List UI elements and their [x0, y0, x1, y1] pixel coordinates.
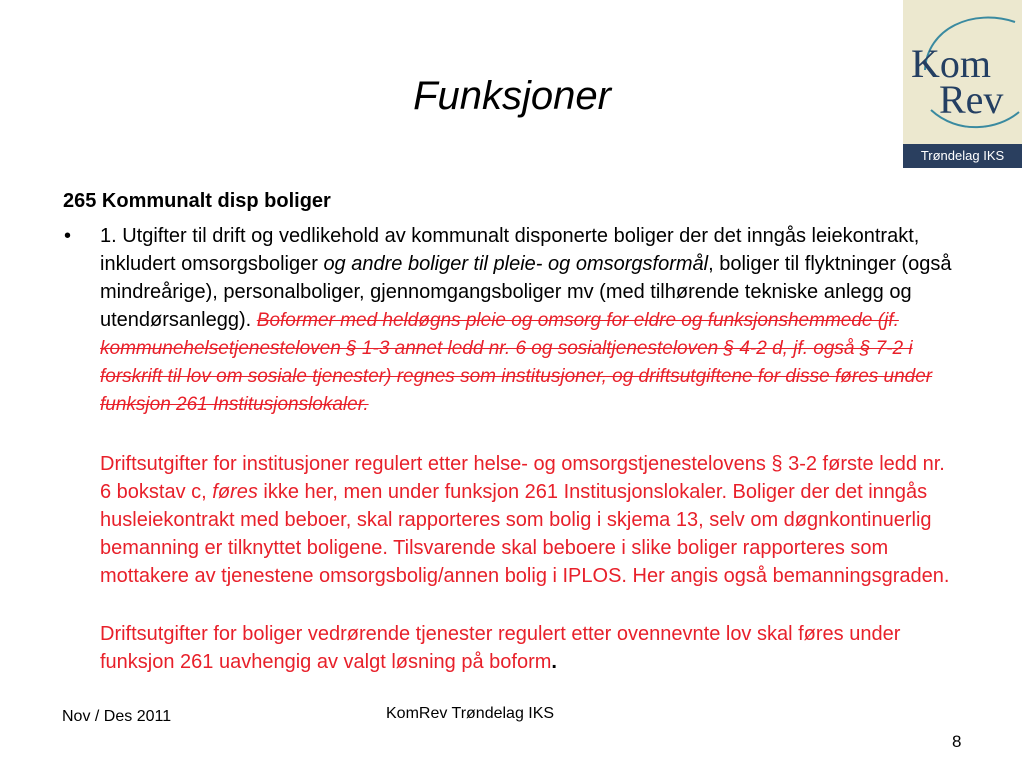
komrev-logo: [903, 0, 1022, 168]
struck-text: Boformer med heldøgns pleie og omsorg for eldre og funksjonshemmede (jf. kommunehelsetjenesteloven § 1-3 annet ledd nr. 6 og sosialtjenesteloven § 4-2 d, jf. også § 7-2 i forskrift til lov om sosiale tjenester) regnes som institusjoner, og driftsutgiftene for disse føres under funksjon 261 Institusjonslokaler.: [100, 310, 933, 415]
slide-title: Funksjoner: [413, 74, 611, 118]
paragraph-boform: [100, 620, 960, 676]
footer-organization: KomRev Trøndelag IKS: [386, 705, 555, 722]
logo-text-rev: Rev: [939, 77, 1004, 122]
bullet-marker: •: [64, 225, 72, 247]
paragraph1-intro: 1. Utgifter til drift og vedlikehold av kommunalt disponerte boliger der det inngås leiekontrakt, inkludert omsorgsboliger: [100, 225, 920, 275]
paragraph3-text: Driftsutgifter for boliger vedrørende tjenester regulert etter ovennevnte lov skal føres under funksjon 261 uavhengig av valgt løsning på boform: [100, 623, 901, 673]
paragraph2-italic: føres: [212, 481, 258, 503]
page-number: 8: [952, 732, 962, 751]
footer-date: Nov / Des 2011: [62, 708, 172, 725]
paragraph-institutions: [100, 450, 960, 590]
paragraph3-end: .: [551, 651, 557, 673]
section-heading: 265 Kommunalt disp boliger: [63, 190, 331, 212]
logo-bar-text: Trøndelag IKS: [903, 144, 1022, 168]
paragraph1-rest: , boliger til flyktninger (også mindreårige), personalboliger, gjennomgangsboliger mv (med tilhørende tekniske anlegg og utendørsanlegg).: [100, 253, 952, 331]
logo-text-kom: Kom: [911, 41, 991, 86]
paragraph1-italic: og andre boliger til pleie- og omsorgsformål: [323, 253, 709, 275]
paragraph-expenses: [100, 222, 960, 418]
paragraph2-part2: ikke her, men under funksjon 261 Institusjonslokaler. Boliger der det inngås husleiekontrakt med beboer, skal rapporteres som bolig i skjema 13, selv om døgnkontinuerlig bemanning er tilknyttet boligene. Tilsvarende skal beboere i slike boliger rapporteres som mottakere av tjenestene omsorgsbolig/annen bolig i IPLOS. Her angis også bemanningsgraden.: [100, 481, 950, 587]
paragraph2-part1: Driftsutgifter for institusjoner regulert etter helse- og omsorgstjenestelovens § 3-2 første ledd nr. 6 bokstav c,: [100, 453, 945, 503]
